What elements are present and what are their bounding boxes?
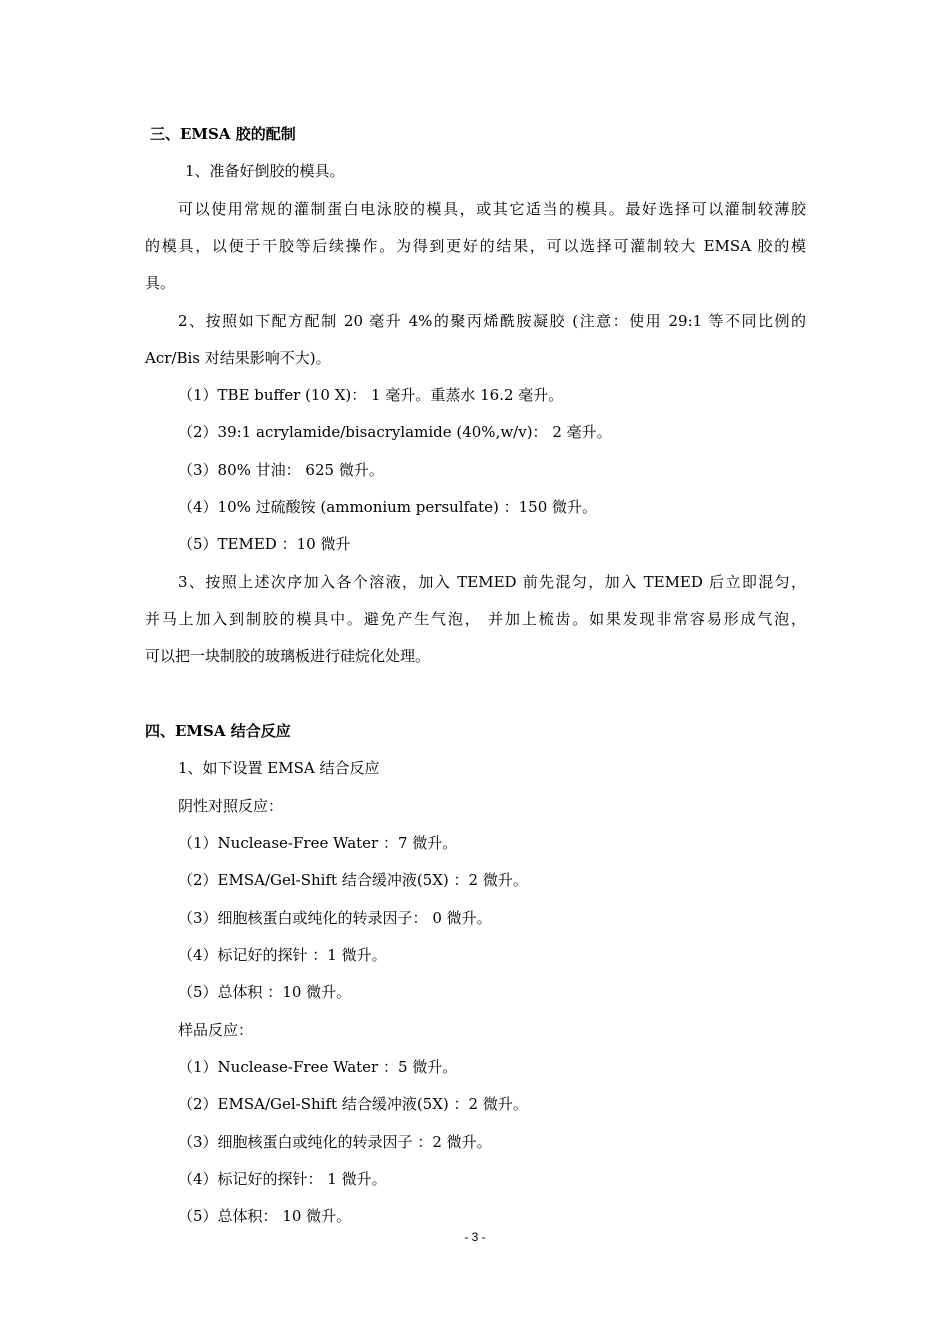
sample-reaction-item: （3）细胞核蛋白或纯化的转录因子 ：2 微升。 bbox=[178, 1133, 492, 1151]
recipe-item: （3）80% 甘油： 625 微升。 bbox=[178, 461, 384, 479]
sample-reaction-label: 样品反应： bbox=[178, 1021, 254, 1039]
recipe-item: （5）TEMED ：10 微升 bbox=[178, 535, 351, 553]
section-3-step-1: 1、准备好倒胶的模具。 bbox=[185, 162, 345, 180]
sample-reaction-item: （2）EMSA/Gel-Shift 结合缓冲液(5X) ：2 微升。 bbox=[178, 1095, 528, 1113]
recipe-item: （2）39:1 acrylamide/bisacrylamide (40%,w/v)： 2 毫升。 bbox=[178, 423, 612, 441]
section-4-step-1: 1、如下设置 EMSA 结合反应 bbox=[178, 759, 380, 777]
negative-control-item: （2）EMSA/Gel-Shift 结合缓冲液(5X) ：2 微升。 bbox=[178, 871, 528, 889]
recipe-item: （1）TBE buffer (10 X)： 1 毫升。重蒸水 16.2 毫升。 bbox=[178, 386, 564, 404]
recipe-item: （4）10% 过硫酸铵 (ammonium persulfate) ：150 微升。 bbox=[178, 498, 598, 516]
section-3-step-2-line-2: Acr/Bis 对结果影响不大)。 bbox=[145, 349, 331, 367]
negative-control-item: （1）Nuclease-Free Water ：7 微升。 bbox=[178, 834, 458, 852]
section-3-heading: 三、EMSA 胶的配制 bbox=[150, 125, 296, 143]
section-3-step-2-line-1: 2、按照如下配方配制 20 毫升 4%的聚丙烯酰胺凝胶 (注意：使用 29:1 等不同比例的 bbox=[178, 312, 806, 330]
sample-reaction-item: （4）标记好的探针： 1 微升。 bbox=[178, 1170, 387, 1188]
page-number: - 3 - bbox=[464, 1230, 486, 1244]
section-3-step-3-line-1: 3、按照上述次序加入各个溶液，加入 TEMED 前先混匀，加入 TEMED 后立即混匀， bbox=[178, 573, 806, 591]
section-3-step-1-desc-line-3: 具。 bbox=[145, 274, 176, 292]
section-3-step-1-desc-line-2: 的模具，以便于干胶等后续操作。为得到更好的结果，可以选择可灌制较大 EMSA 胶的模 bbox=[145, 237, 806, 255]
section-3-step-1-desc-line-1: 可以使用常规的灌制蛋白电泳胶的模具，或其它适当的模具。最好选择可以灌制较薄胶 bbox=[178, 200, 806, 218]
negative-control-item: （4）标记好的探针 ：1 微升。 bbox=[178, 946, 387, 964]
section-3-step-3-line-2: 并马上加入到制胶的模具中。避免产生气泡， 并加上梳齿。如果发现非常容易形成气泡， bbox=[145, 610, 806, 628]
negative-control-item: （3）细胞核蛋白或纯化的转录因子： 0 微升。 bbox=[178, 909, 492, 927]
section-3-step-3-line-3: 可以把一块制胶的玻璃板进行硅烷化处理。 bbox=[145, 647, 431, 665]
negative-control-item: （5）总体积 ：10 微升。 bbox=[178, 983, 352, 1001]
sample-reaction-item: （1）Nuclease-Free Water ：5 微升。 bbox=[178, 1058, 458, 1076]
sample-reaction-item: （5）总体积： 10 微升。 bbox=[178, 1207, 352, 1225]
negative-control-label: 阴性对照反应： bbox=[178, 797, 284, 815]
section-4-heading: 四、EMSA 结合反应 bbox=[145, 722, 291, 740]
